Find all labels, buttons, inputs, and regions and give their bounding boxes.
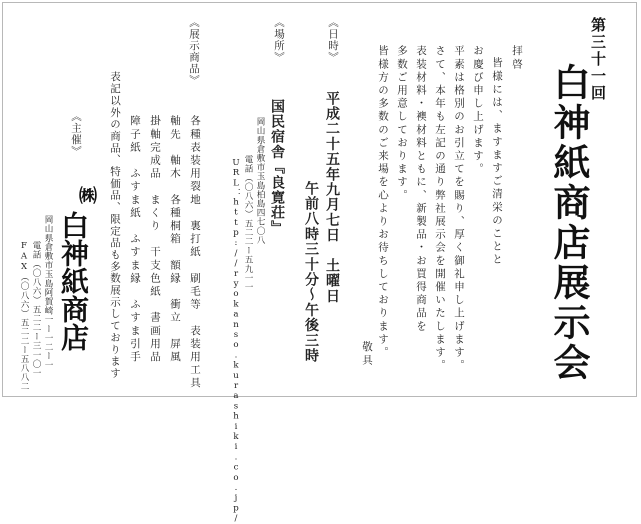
organizer-address: 岡山県倉敷市玉島阿賀崎一ー一二ー一	[43, 215, 53, 370]
product-line: 障子紙 ふすま紙 ふすま縁 ふすま引手	[129, 115, 141, 364]
greeting-line: お慶び申し上げます。	[472, 45, 484, 176]
venue-address: 岡山県倉敷市玉島柏島四七〇八	[255, 117, 265, 245]
exhibition-title: 白神紙商店展示会	[547, 63, 590, 383]
venue-url: URL：http://ryokanso.kurashiki.co.jp/	[231, 158, 241, 524]
venue-name: 国民宿舎『良寛荘』	[269, 99, 285, 236]
venue-label: 《場所》	[273, 17, 285, 63]
greeting-line: 皆様方の多数のご来場を心よりお待ちしております。	[377, 45, 389, 360]
organizer-phone: 電話（〇八六）五二二ー三一〇一	[31, 241, 41, 378]
organizer-kabushiki: ㈱	[76, 186, 97, 204]
greeting-line: 表装材料・襖材料ともに、新製品・お買得商品を	[415, 45, 427, 334]
organizer-name: 白神紙商店	[57, 211, 90, 351]
invitation-card	[2, 2, 637, 524]
greeting-line: 多数ご用意しております。	[396, 45, 408, 203]
schedule-label: 《日時》	[327, 17, 339, 63]
greeting-line: さて、本年も左記の通り弊社展示会を開催いたします。	[434, 45, 446, 373]
organizer-label: 《主催》	[70, 111, 82, 157]
product-line: 軸先 軸木 各種桐箱 額縁 衝立 屏風	[169, 115, 181, 364]
product-line: 掛軸完成品 まくり 干支色紙 書画用品	[149, 115, 161, 364]
venue-phone: 電話（〇八六）五二二ー五九一一	[243, 155, 253, 292]
organizer-fax: FAX（〇八六）五二二ー五八八二	[19, 241, 29, 391]
exhibition-number: 第三十一回	[589, 17, 607, 102]
product-line: 各種表装用裂地 裏打紙 刷毛等 表装用工具	[189, 115, 201, 391]
schedule-date: 平成二十五年九月七日 土曜日	[324, 91, 340, 304]
product-line: 表記以外の商品、特価品、限定品も多数展示しております	[109, 71, 121, 380]
greeting-opening: 拝啓	[511, 45, 523, 72]
greeting-line: 皆様には、ますますご清栄のことと	[491, 57, 503, 267]
schedule-time: 午前八時三十分〜午後三時	[303, 181, 319, 364]
products-label: 《展示商品》	[188, 17, 200, 86]
greeting-closing: 敬具	[361, 341, 373, 368]
greeting-line: 平素は格別のお引立てを賜り、厚く御礼申し上げます。	[453, 45, 465, 373]
